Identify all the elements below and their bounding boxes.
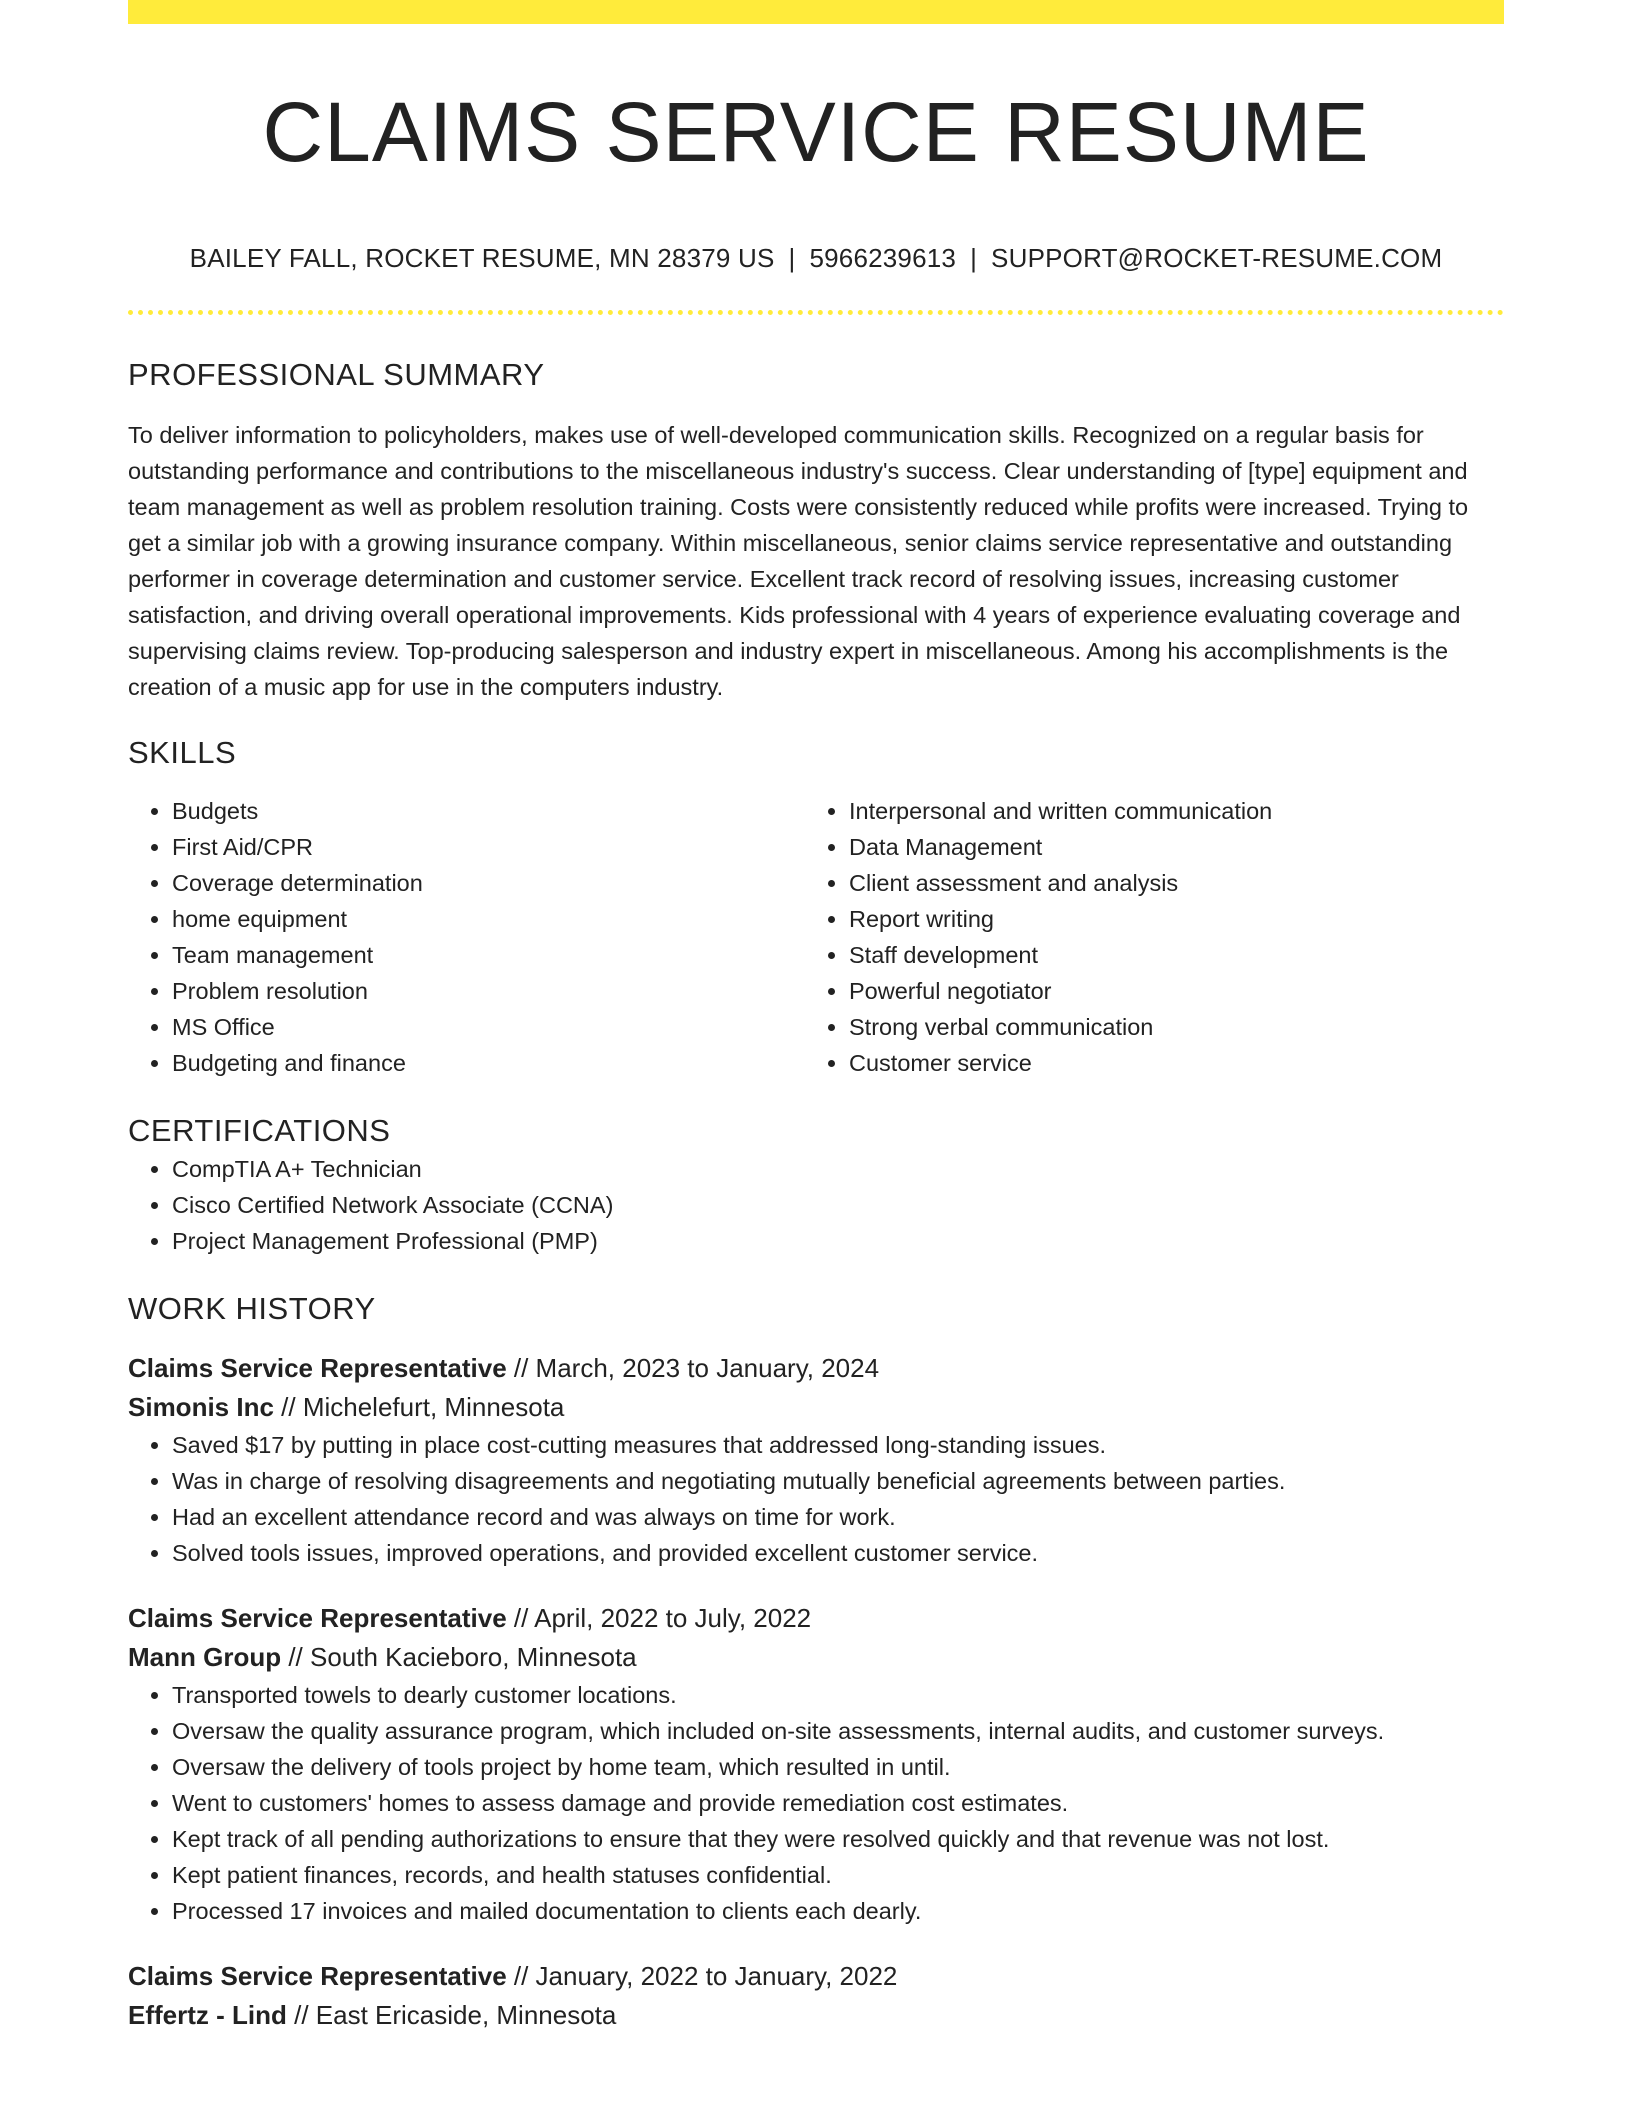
contact-separator: |: [970, 243, 978, 273]
job-company: Simonis Inc: [128, 1392, 274, 1422]
job-title: Claims Service Representative: [128, 1961, 507, 1991]
skill-item: • First Aid/CPR: [172, 829, 805, 865]
job-bullet: • Saved $17 by putting in place cost-cutting measures that addressed long-standing issues.: [172, 1427, 1504, 1463]
job-company: Effertz - Lind: [128, 2000, 287, 2030]
job-title-line: [128, 1599, 1504, 1638]
job-bullet: • Processed 17 invoices and mailed documentation to clients each dearly.: [172, 1893, 1504, 1929]
contact-email: SUPPORT@ROCKET-RESUME.COM: [991, 243, 1443, 273]
job-bullet: • Oversaw the delivery of tools project by home team, which resulted in until.: [172, 1749, 1504, 1785]
work-history-heading: WORK HISTORY: [128, 1291, 376, 1326]
contact-address: BAILEY FALL, ROCKET RESUME, MN 28379 US: [189, 243, 775, 273]
skills-list-left: [128, 793, 805, 1081]
skill-item: • Coverage determination: [172, 865, 805, 901]
certification-item: • Cisco Certified Network Associate (CCNA): [172, 1187, 1504, 1223]
contact-separator: |: [788, 243, 796, 273]
contact-line: [128, 240, 1504, 276]
contact-phone: 5966239613: [809, 243, 957, 273]
skill-item: • Customer service: [849, 1045, 1499, 1081]
summary-text: To deliver information to policyholders, makes use of well-developed communication skills. Recognized on a regular basis for outstanding performance and contributions to the miscellaneous industry's success. Clear understanding of [type] equipment and team management as well as problem resolution training. Costs were consistently reduced while profits were increased. Trying to get a similar job with a growing insurance company. Within miscellaneous, senior claims service representative and outstanding performer in coverage determination and customer service. Excellent track record of resolving issues, increasing customer satisfaction, and driving overall operational improvements. Kids professional with 4 years of experience evaluating coverage and supervising claims review. Top-producing salesperson and industry expert in miscellaneous. Among his accomplishments is the creation of a music app for use in the computers industry.: [128, 422, 1469, 700]
resume-page: [128, 0, 1504, 2035]
job-dates: // March, 2023 to January, 2024: [506, 1353, 880, 1383]
skill-item: • Team management: [172, 937, 805, 973]
job-dates: // April, 2022 to July, 2022: [506, 1603, 812, 1633]
certifications-heading: CERTIFICATIONS: [128, 1113, 391, 1148]
job-company-line: [128, 1996, 1504, 2035]
skill-item: • Data Management: [849, 829, 1499, 865]
certifications-list: [128, 1151, 1504, 1259]
skill-item: • Staff development: [849, 937, 1499, 973]
job-bullet: • Oversaw the quality assurance program, which included on-site assessments, internal audits, and customer surveys.: [172, 1713, 1504, 1749]
skills-heading: SKILLS: [128, 735, 237, 770]
skill-item: • Report writing: [849, 901, 1499, 937]
dotted-divider: [128, 310, 1504, 315]
skill-item: • Problem resolution: [172, 973, 805, 1009]
skills-columns: [128, 793, 1504, 1081]
job-bullet: • Kept patient finances, records, and health statuses confidential.: [172, 1857, 1504, 1893]
job-title-line: [128, 1957, 1504, 1996]
job-bullet: • Went to customers' homes to assess damage and provide remediation cost estimates.: [172, 1785, 1504, 1821]
resume-title: CLAIMS SERVICE RESUME: [262, 85, 1370, 179]
job-company-line: [128, 1638, 1504, 1677]
job-title: Claims Service Representative: [128, 1353, 507, 1383]
skill-item: • Powerful negotiator: [849, 973, 1499, 1009]
job-title-line: [128, 1349, 1504, 1388]
job-location: // Michelefurt, Minnesota: [273, 1392, 565, 1422]
certification-item: • Project Management Professional (PMP): [172, 1223, 1504, 1259]
certification-item: • CompTIA A+ Technician: [172, 1151, 1504, 1187]
job-bullet: • Transported towels to dearly customer locations.: [172, 1677, 1504, 1713]
skill-item: • Budgets: [172, 793, 805, 829]
skill-item: • home equipment: [172, 901, 805, 937]
skill-item: • Strong verbal communication: [849, 1009, 1499, 1045]
job-company-line: [128, 1388, 1504, 1427]
job-location: // East Ericaside, Minnesota: [286, 2000, 617, 2030]
job-company: Mann Group: [128, 1642, 282, 1672]
accent-top-bar: [128, 0, 1504, 24]
job-bullet: • Kept track of all pending authorizations to ensure that they were resolved quickly and that revenue was not lost.: [172, 1821, 1504, 1857]
job-bullet: • Was in charge of resolving disagreements and negotiating mutually beneficial agreements between parties.: [172, 1463, 1504, 1499]
job-location: // South Kacieboro, Minnesota: [281, 1642, 637, 1672]
job-bullets: [128, 1677, 1504, 1929]
skills-list-right: [805, 793, 1499, 1081]
job-bullets: [128, 1427, 1504, 1571]
summary-heading: PROFESSIONAL SUMMARY: [128, 357, 545, 392]
job-bullet: • Solved tools issues, improved operations, and provided excellent customer service.: [172, 1535, 1504, 1571]
skill-item: • Budgeting and finance: [172, 1045, 805, 1081]
skill-item: • Client assessment and analysis: [849, 865, 1499, 901]
job-bullet: • Had an excellent attendance record and was always on time for work.: [172, 1499, 1504, 1535]
skill-item: • MS Office: [172, 1009, 805, 1045]
skill-item: • Interpersonal and written communication: [849, 793, 1499, 829]
job-title: Claims Service Representative: [128, 1603, 507, 1633]
job-dates: // January, 2022 to January, 2022: [506, 1961, 898, 1991]
